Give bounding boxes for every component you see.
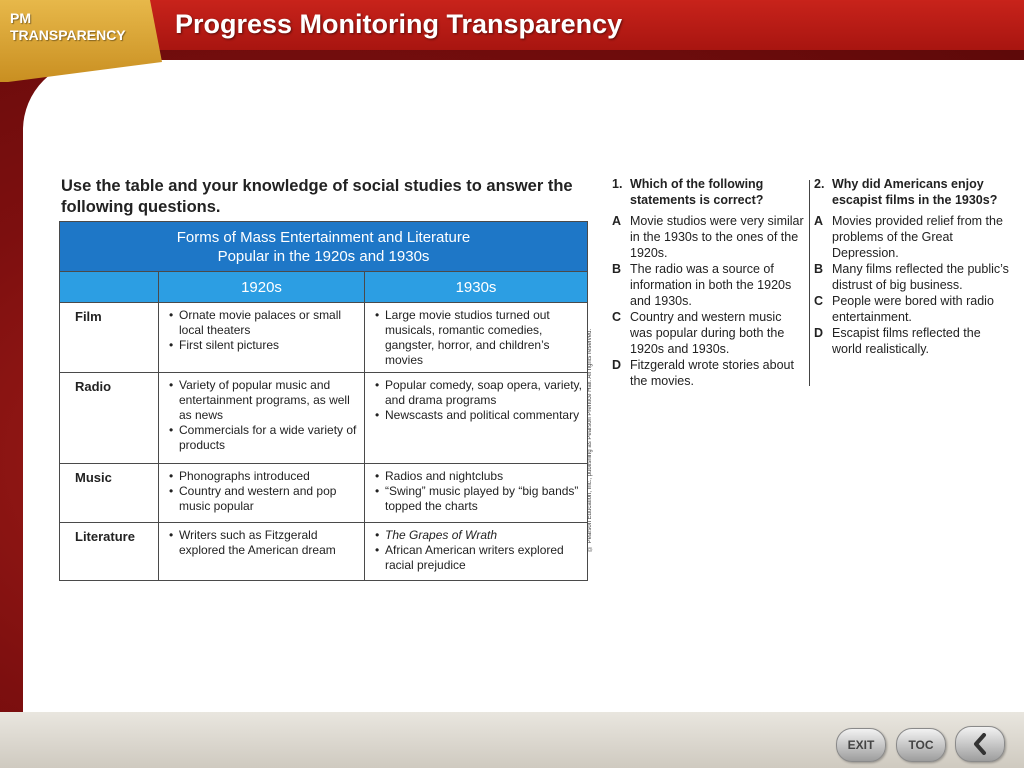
bullet-item: • African American writers explored racial prejudice	[385, 543, 587, 573]
option-letter: B	[612, 262, 622, 276]
cell-1930s	[365, 373, 588, 464]
cell-1930s	[365, 523, 588, 581]
option-text: Country and western music was popular during both the 1920s and 1930s.	[630, 310, 785, 356]
answer-option-d	[612, 357, 805, 389]
bullet-item: • Commercials for a wide variety of products	[179, 423, 364, 453]
chevron-left-icon	[972, 733, 988, 755]
bullet-item: • First silent pictures	[179, 338, 364, 353]
back-button[interactable]	[955, 726, 1005, 762]
column-header-1920s: 1920s	[159, 272, 365, 303]
option-text: Many films reflected the public’s distrust of big business.	[832, 262, 1009, 292]
table-row	[60, 464, 588, 523]
column-header-1930s: 1930s	[365, 272, 588, 303]
answer-option-b	[612, 261, 805, 309]
entertainment-table	[59, 221, 588, 581]
option-text: Movie studios were very similar in the 1930s to the ones of the 1920s.	[630, 214, 804, 260]
header-blank	[60, 272, 159, 303]
option-letter: D	[612, 358, 622, 372]
bullet-item: • Radios and nightclubs	[385, 469, 587, 484]
option-text: Fitzgerald wrote stories about the movies.	[630, 358, 794, 388]
bullet-item: • “Swing” music played by “big bands” topped the charts	[385, 484, 587, 514]
table-row	[60, 373, 588, 464]
cell-1920s	[159, 464, 365, 523]
bullet-item: • Variety of popular music and entertainment programs, as well as news	[179, 378, 364, 423]
bullet-item: • Newscasts and political commentary	[385, 408, 587, 423]
question-1	[612, 176, 805, 389]
question-heading	[612, 176, 805, 208]
intro-instructions: Use the table and your knowledge of social studies to answer the following questions.	[61, 177, 573, 216]
bullet-item: • Popular comedy, soap opera, variety, and drama programs	[385, 378, 587, 408]
row-category: Literature	[60, 523, 159, 581]
option-letter: D	[814, 326, 824, 340]
tab-line1: PM	[10, 10, 31, 26]
option-text: People were bored with radio entertainment.	[832, 294, 994, 324]
option-letter: C	[814, 294, 824, 308]
row-category: Music	[60, 464, 159, 523]
row-category: Film	[60, 303, 159, 373]
table-row	[60, 303, 588, 373]
question-divider	[809, 180, 810, 386]
cell-1920s	[159, 303, 365, 373]
question-2	[814, 176, 1010, 357]
bullet-item: • Ornate movie palaces or small local theaters	[179, 308, 364, 338]
answer-option-b	[814, 261, 1010, 293]
bullet-item: • Country and western and pop music popular	[179, 484, 364, 514]
table-caption	[60, 222, 588, 272]
cell-1930s	[365, 464, 588, 523]
option-letter: A	[612, 214, 622, 228]
answer-option-c	[612, 309, 805, 357]
option-letter: C	[612, 310, 622, 324]
answer-option-a	[814, 213, 1010, 261]
tab-line2: TRANSPARENCY	[10, 27, 126, 43]
bullet-item: • Writers such as Fitzgerald explored the American dream	[179, 528, 364, 558]
toc-button[interactable]: TOC	[896, 728, 946, 762]
question-number: 1.	[612, 177, 623, 191]
cell-1920s	[159, 523, 365, 581]
answer-option-c	[814, 293, 1010, 325]
question-text: Which of the following statements is correct?	[630, 177, 764, 207]
exit-button[interactable]: EXIT	[836, 728, 886, 762]
table-row	[60, 523, 588, 581]
option-letter: B	[814, 262, 824, 276]
caption-line1: Forms of Mass Entertainment and Literature	[176, 228, 471, 246]
caption-line2: Popular in the 1920s and 1930s	[217, 247, 430, 265]
row-category: Radio	[60, 373, 159, 464]
bullet-item: • The Grapes of Wrath	[385, 528, 587, 543]
option-text: Movies provided relief from the problems of the Great Depression.	[832, 214, 1003, 260]
copyright-notice: © Pearson Education, Inc., publishing as Pearson Prentice Hall. All rights reserved.	[587, 328, 593, 552]
bullet-item: • Phonographs introduced	[179, 469, 364, 484]
cell-1930s	[365, 303, 588, 373]
option-text: The radio was a source of information in both the 1920s and 1930s.	[630, 262, 792, 308]
cell-1920s	[159, 373, 365, 464]
answer-option-d	[814, 325, 1010, 357]
question-heading	[814, 176, 1010, 208]
page-title: Progress Monitoring Transparency	[175, 9, 623, 39]
option-text: Escapist films reflected the world realistically.	[832, 326, 981, 356]
pm-transparency-label	[10, 10, 126, 44]
question-number: 2.	[814, 177, 825, 191]
option-letter: A	[814, 214, 824, 228]
question-text: Why did Americans enjoy escapist films in the 1930s?	[832, 177, 998, 207]
bullet-item: • Large movie studios turned out musicals, romantic comedies, gangster, horror, and children’s movies	[385, 308, 587, 368]
answer-option-a	[612, 213, 805, 261]
